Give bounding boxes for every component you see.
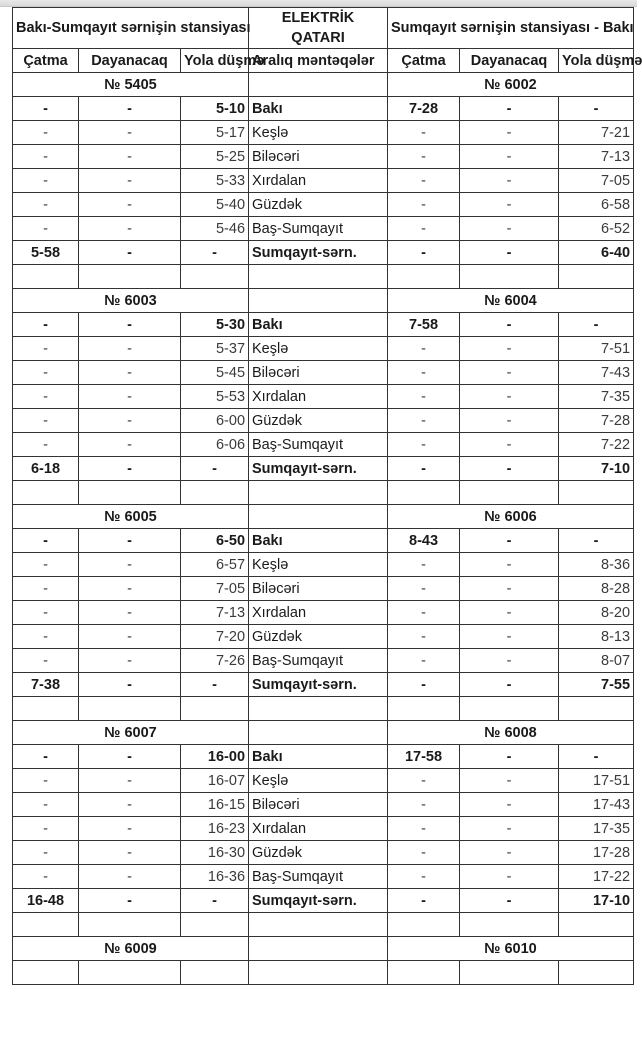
right-arrival-cell: - — [388, 457, 460, 481]
empty-cell — [388, 913, 460, 937]
right-stop-cell: - — [460, 865, 559, 889]
right-departure-cell: 17-35 — [559, 817, 634, 841]
empty-cell — [13, 265, 79, 289]
left-departure-cell: 5-53 — [181, 385, 249, 409]
empty-cell — [559, 961, 634, 985]
right-arrival-cell: - — [388, 673, 460, 697]
left-stop-cell: - — [79, 241, 181, 265]
right-departure-cell: 7-13 — [559, 145, 634, 169]
right-arrival-cell: - — [388, 217, 460, 241]
left-arrival-cell: - — [13, 97, 79, 121]
right-arrival-cell: - — [388, 433, 460, 457]
empty-cell — [13, 481, 79, 505]
empty-cell — [460, 913, 559, 937]
station-name-cell: Güzdək — [249, 193, 388, 217]
right-train-number: № 6002 — [388, 73, 634, 97]
station-name-cell: Baş-Sumqayıt — [249, 433, 388, 457]
empty-cell — [79, 481, 181, 505]
empty-cell — [181, 913, 249, 937]
empty-cell — [79, 697, 181, 721]
left-arrival-cell: - — [13, 529, 79, 553]
left-stop-cell: - — [79, 97, 181, 121]
right-stop-cell: - — [460, 745, 559, 769]
left-departure-cell: - — [181, 673, 249, 697]
timetable — [12, 7, 642, 985]
table-row — [13, 193, 634, 217]
right-departure-cell: 7-55 — [559, 673, 634, 697]
right-stop-cell: - — [460, 793, 559, 817]
right-arrival-cell: - — [388, 889, 460, 913]
right-train-number: № 6006 — [388, 505, 634, 529]
col-stop-left: Dayanacaq — [79, 49, 181, 73]
left-departure-cell: 16-00 — [181, 745, 249, 769]
empty-spacer-row — [13, 265, 634, 289]
right-departure-cell: 7-21 — [559, 121, 634, 145]
left-stop-cell: - — [79, 385, 181, 409]
right-arrival-cell: - — [388, 193, 460, 217]
empty-cell — [249, 481, 388, 505]
col-arrival-right: Çatma — [388, 49, 460, 73]
right-stop-cell: - — [460, 313, 559, 337]
left-stop-cell: - — [79, 553, 181, 577]
left-departure-cell: 7-26 — [181, 649, 249, 673]
left-departure-cell: 7-13 — [181, 601, 249, 625]
left-arrival-cell: - — [13, 649, 79, 673]
right-arrival-cell: 7-58 — [388, 313, 460, 337]
left-arrival-cell: - — [13, 217, 79, 241]
right-direction-header: Sumqayıt sərnişin stansiyası - Bakı — [388, 8, 634, 49]
empty-cell — [559, 913, 634, 937]
left-arrival-cell: - — [13, 601, 79, 625]
empty-cell — [79, 265, 181, 289]
empty-cell — [79, 961, 181, 985]
right-departure-cell: - — [559, 745, 634, 769]
right-departure-cell: 17-10 — [559, 889, 634, 913]
table-row — [13, 577, 634, 601]
train-number-spacer — [249, 289, 388, 313]
right-train-number: № 6010 — [388, 937, 634, 961]
empty-cell — [460, 265, 559, 289]
empty-cell — [181, 481, 249, 505]
station-name-cell: Güzdək — [249, 625, 388, 649]
right-departure-cell: 7-10 — [559, 457, 634, 481]
left-arrival-cell: - — [13, 769, 79, 793]
right-stop-cell: - — [460, 457, 559, 481]
left-arrival-cell: 5-58 — [13, 241, 79, 265]
empty-cell — [249, 961, 388, 985]
right-departure-cell: 6-52 — [559, 217, 634, 241]
right-arrival-cell: - — [388, 577, 460, 601]
empty-cell — [559, 265, 634, 289]
left-departure-cell: 16-07 — [181, 769, 249, 793]
empty-cell — [388, 481, 460, 505]
table-row — [13, 409, 634, 433]
left-stop-cell: - — [79, 577, 181, 601]
left-departure-cell: 6-57 — [181, 553, 249, 577]
left-stop-cell: - — [79, 457, 181, 481]
empty-spacer-row — [13, 913, 634, 937]
table-row — [13, 337, 634, 361]
left-arrival-cell: - — [13, 865, 79, 889]
station-name-cell: Keşlə — [249, 769, 388, 793]
left-departure-cell: 5-17 — [181, 121, 249, 145]
station-name-cell: Bakı — [249, 97, 388, 121]
right-stop-cell: - — [460, 241, 559, 265]
right-stop-cell: - — [460, 385, 559, 409]
right-departure-cell: 8-28 — [559, 577, 634, 601]
left-train-number: № 6009 — [13, 937, 249, 961]
table-row — [13, 97, 634, 121]
left-departure-cell: 5-46 — [181, 217, 249, 241]
electric-train-title: ELEKTRİK QATARI — [281, 10, 355, 46]
station-name-cell: Güzdək — [249, 841, 388, 865]
left-departure-cell: 7-20 — [181, 625, 249, 649]
left-arrival-cell: - — [13, 577, 79, 601]
station-name-cell: Keşlə — [249, 121, 388, 145]
empty-cell — [13, 697, 79, 721]
left-departure-cell: 16-23 — [181, 817, 249, 841]
right-departure-cell: 6-58 — [559, 193, 634, 217]
table-row — [13, 769, 634, 793]
left-stop-cell: - — [79, 745, 181, 769]
left-departure-cell: 6-00 — [181, 409, 249, 433]
right-arrival-cell: - — [388, 625, 460, 649]
empty-cell — [460, 481, 559, 505]
left-stop-cell: - — [79, 817, 181, 841]
table-row — [13, 625, 634, 649]
left-departure-cell: - — [181, 457, 249, 481]
station-name-cell: Keşlə — [249, 337, 388, 361]
station-name-cell: Xırdalan — [249, 601, 388, 625]
train-number-row — [13, 505, 634, 529]
left-departure-cell: 5-25 — [181, 145, 249, 169]
right-stop-cell: - — [460, 433, 559, 457]
left-departure-cell: 5-37 — [181, 337, 249, 361]
station-name-cell: Biləcəri — [249, 793, 388, 817]
empty-cell — [249, 697, 388, 721]
left-departure-cell: 5-45 — [181, 361, 249, 385]
right-arrival-cell: - — [388, 841, 460, 865]
right-arrival-cell: - — [388, 121, 460, 145]
right-departure-cell: 17-51 — [559, 769, 634, 793]
table-row — [13, 241, 634, 265]
left-train-number: № 6007 — [13, 721, 249, 745]
station-name-cell: Biləcəri — [249, 145, 388, 169]
right-stop-cell: - — [460, 601, 559, 625]
station-name-cell: Sumqayıt-sərn. — [249, 241, 388, 265]
station-name-cell: Baş-Sumqayıt — [249, 217, 388, 241]
table-row — [13, 217, 634, 241]
col-stop-right: Dayanacaq — [460, 49, 559, 73]
left-stop-cell: - — [79, 313, 181, 337]
right-departure-cell: 8-13 — [559, 625, 634, 649]
right-departure-cell: 7-35 — [559, 385, 634, 409]
left-arrival-cell: - — [13, 625, 79, 649]
station-name-cell: Bakı — [249, 745, 388, 769]
empty-cell — [181, 697, 249, 721]
table-row — [13, 169, 634, 193]
station-name-cell: Güzdək — [249, 409, 388, 433]
left-stop-cell: - — [79, 841, 181, 865]
station-name-cell: Baş-Sumqayıt — [249, 865, 388, 889]
station-name-cell: Xırdalan — [249, 817, 388, 841]
right-arrival-cell: - — [388, 385, 460, 409]
left-stop-cell: - — [79, 649, 181, 673]
direction-header-row — [13, 8, 634, 49]
right-departure-cell: 17-22 — [559, 865, 634, 889]
window-top-edge — [0, 0, 637, 7]
left-arrival-cell: 16-48 — [13, 889, 79, 913]
train-number-spacer — [249, 73, 388, 97]
left-departure-cell: 5-10 — [181, 97, 249, 121]
table-row — [13, 961, 634, 985]
right-departure-cell: 7-22 — [559, 433, 634, 457]
empty-cell — [559, 481, 634, 505]
table-row — [13, 121, 634, 145]
left-stop-cell: - — [79, 193, 181, 217]
left-departure-cell: 6-50 — [181, 529, 249, 553]
train-number-row — [13, 937, 634, 961]
left-arrival-cell: - — [13, 337, 79, 361]
left-arrival-cell: - — [13, 817, 79, 841]
right-arrival-cell: - — [388, 553, 460, 577]
left-departure-cell: 16-30 — [181, 841, 249, 865]
train-number-row — [13, 289, 634, 313]
left-departure-cell: 6-06 — [181, 433, 249, 457]
right-train-number: № 6004 — [388, 289, 634, 313]
left-departure-cell: 7-05 — [181, 577, 249, 601]
empty-cell — [13, 913, 79, 937]
table-row — [13, 793, 634, 817]
right-stop-cell: - — [460, 337, 559, 361]
right-stop-cell: - — [460, 193, 559, 217]
right-arrival-cell: - — [388, 337, 460, 361]
left-arrival-cell: - — [13, 193, 79, 217]
right-stop-cell: - — [460, 145, 559, 169]
right-departure-cell: 17-28 — [559, 841, 634, 865]
right-arrival-cell: - — [388, 169, 460, 193]
table-row — [13, 745, 634, 769]
left-train-number: № 6003 — [13, 289, 249, 313]
right-stop-cell: - — [460, 577, 559, 601]
station-name-cell: Biləcəri — [249, 361, 388, 385]
empty-cell — [388, 265, 460, 289]
col-departure-right: Yola düşmə — [559, 49, 634, 73]
left-direction-header: Bakı-Sumqayıt sərnişin stansiyası — [13, 8, 249, 49]
left-stop-cell: - — [79, 865, 181, 889]
left-stop-cell: - — [79, 601, 181, 625]
col-arrival-left: Çatma — [13, 49, 79, 73]
right-departure-cell: - — [559, 529, 634, 553]
right-arrival-cell: - — [388, 817, 460, 841]
left-stop-cell: - — [79, 145, 181, 169]
right-departure-cell: 6-40 — [559, 241, 634, 265]
right-stop-cell: - — [460, 841, 559, 865]
right-arrival-cell: - — [388, 145, 460, 169]
station-name-cell: Sumqayıt-sərn. — [249, 457, 388, 481]
table-row — [13, 601, 634, 625]
col-stations: Aralıq məntəqələr — [249, 49, 388, 73]
right-arrival-cell: - — [388, 769, 460, 793]
left-arrival-cell: - — [13, 121, 79, 145]
empty-cell — [79, 913, 181, 937]
table-row — [13, 529, 634, 553]
station-name-cell: Baş-Sumqayıt — [249, 649, 388, 673]
train-number-row — [13, 721, 634, 745]
right-stop-cell: - — [460, 97, 559, 121]
empty-cell — [181, 265, 249, 289]
left-stop-cell: - — [79, 361, 181, 385]
left-arrival-cell: - — [13, 433, 79, 457]
right-departure-cell: 7-51 — [559, 337, 634, 361]
empty-cell — [181, 961, 249, 985]
empty-cell — [388, 961, 460, 985]
left-departure-cell: 5-30 — [181, 313, 249, 337]
table-row — [13, 649, 634, 673]
right-departure-cell: 8-20 — [559, 601, 634, 625]
left-stop-cell: - — [79, 337, 181, 361]
train-number-row — [13, 73, 634, 97]
table-row — [13, 361, 634, 385]
left-stop-cell: - — [79, 217, 181, 241]
table-row — [13, 817, 634, 841]
left-train-number: № 6005 — [13, 505, 249, 529]
right-arrival-cell: - — [388, 601, 460, 625]
right-arrival-cell: - — [388, 409, 460, 433]
table-row — [13, 553, 634, 577]
right-stop-cell: - — [460, 889, 559, 913]
right-arrival-cell: - — [388, 649, 460, 673]
right-stop-cell: - — [460, 817, 559, 841]
station-name-cell: Bakı — [249, 313, 388, 337]
right-departure-cell: 8-36 — [559, 553, 634, 577]
right-departure-cell: 8-07 — [559, 649, 634, 673]
left-departure-cell: 16-36 — [181, 865, 249, 889]
empty-cell — [559, 697, 634, 721]
left-arrival-cell: 7-38 — [13, 673, 79, 697]
left-stop-cell: - — [79, 769, 181, 793]
table-row — [13, 145, 634, 169]
right-departure-cell: 7-05 — [559, 169, 634, 193]
right-arrival-cell: 17-58 — [388, 745, 460, 769]
right-train-number: № 6008 — [388, 721, 634, 745]
empty-cell — [460, 697, 559, 721]
table-row — [13, 313, 634, 337]
middle-title — [249, 8, 388, 49]
left-stop-cell: - — [79, 409, 181, 433]
empty-cell — [249, 913, 388, 937]
station-name-cell: Xırdalan — [249, 385, 388, 409]
col-departure-left: Yola düşmə — [181, 49, 249, 73]
station-name-cell: Biləcəri — [249, 577, 388, 601]
right-departure-cell: - — [559, 313, 634, 337]
left-stop-cell: - — [79, 889, 181, 913]
right-stop-cell: - — [460, 769, 559, 793]
table-row — [13, 673, 634, 697]
left-arrival-cell: - — [13, 361, 79, 385]
right-stop-cell: - — [460, 529, 559, 553]
right-arrival-cell: 8-43 — [388, 529, 460, 553]
right-departure-cell: 7-43 — [559, 361, 634, 385]
left-stop-cell: - — [79, 529, 181, 553]
right-stop-cell: - — [460, 409, 559, 433]
left-departure-cell: - — [181, 889, 249, 913]
station-name-cell: Xırdalan — [249, 169, 388, 193]
train-number-spacer — [249, 937, 388, 961]
right-stop-cell: - — [460, 121, 559, 145]
left-stop-cell: - — [79, 169, 181, 193]
left-arrival-cell: - — [13, 313, 79, 337]
left-arrival-cell: - — [13, 841, 79, 865]
train-number-spacer — [249, 505, 388, 529]
left-arrival-cell: - — [13, 385, 79, 409]
left-stop-cell: - — [79, 121, 181, 145]
left-departure-cell: 16-15 — [181, 793, 249, 817]
right-arrival-cell: 7-28 — [388, 97, 460, 121]
empty-cell — [249, 265, 388, 289]
table-row — [13, 865, 634, 889]
right-stop-cell: - — [460, 649, 559, 673]
right-stop-cell: - — [460, 361, 559, 385]
right-arrival-cell: - — [388, 865, 460, 889]
right-departure-cell: 17-43 — [559, 793, 634, 817]
table-row — [13, 457, 634, 481]
train-number-spacer — [249, 721, 388, 745]
right-departure-cell: 7-28 — [559, 409, 634, 433]
station-name-cell: Bakı — [249, 529, 388, 553]
right-arrival-cell: - — [388, 241, 460, 265]
left-arrival-cell: - — [13, 745, 79, 769]
left-train-number: № 5405 — [13, 73, 249, 97]
empty-cell — [388, 697, 460, 721]
right-stop-cell: - — [460, 553, 559, 577]
right-stop-cell: - — [460, 625, 559, 649]
left-stop-cell: - — [79, 673, 181, 697]
left-stop-cell: - — [79, 793, 181, 817]
left-arrival-cell: - — [13, 409, 79, 433]
left-arrival-cell: - — [13, 145, 79, 169]
table-row — [13, 841, 634, 865]
left-stop-cell: - — [79, 625, 181, 649]
right-arrival-cell: - — [388, 361, 460, 385]
right-arrival-cell: - — [388, 793, 460, 817]
table-row — [13, 889, 634, 913]
station-name-cell: Sumqayıt-sərn. — [249, 673, 388, 697]
left-arrival-cell: - — [13, 169, 79, 193]
right-stop-cell: - — [460, 673, 559, 697]
empty-spacer-row — [13, 481, 634, 505]
empty-cell — [13, 961, 79, 985]
column-header-row — [13, 49, 634, 73]
left-departure-cell: - — [181, 241, 249, 265]
left-departure-cell: 5-40 — [181, 193, 249, 217]
table-row — [13, 433, 634, 457]
right-stop-cell: - — [460, 169, 559, 193]
right-departure-cell: - — [559, 97, 634, 121]
left-arrival-cell: - — [13, 793, 79, 817]
station-name-cell: Keşlə — [249, 553, 388, 577]
left-arrival-cell: 6-18 — [13, 457, 79, 481]
empty-cell — [460, 961, 559, 985]
right-stop-cell: - — [460, 217, 559, 241]
table-row — [13, 385, 634, 409]
left-stop-cell: - — [79, 433, 181, 457]
station-name-cell: Sumqayıt-sərn. — [249, 889, 388, 913]
left-departure-cell: 5-33 — [181, 169, 249, 193]
empty-spacer-row — [13, 697, 634, 721]
left-arrival-cell: - — [13, 553, 79, 577]
